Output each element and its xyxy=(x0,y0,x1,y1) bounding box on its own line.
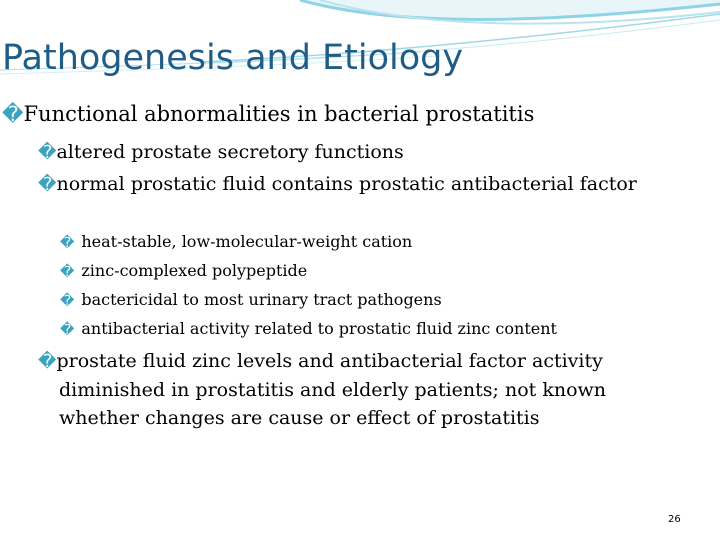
bullet-level3-item xyxy=(60,227,412,258)
bullet-level2-item xyxy=(38,138,638,167)
bullet-level1 xyxy=(2,100,534,128)
bullet-glyph-icon: � xyxy=(2,102,24,126)
slide-title: Pathogenesis and Etiology xyxy=(2,38,464,78)
bullet-level2-item xyxy=(38,347,638,432)
bullet-level3-item xyxy=(60,314,557,345)
page-number: 26 xyxy=(668,514,681,525)
bullet-text: zinc-complexed polypeptide xyxy=(81,261,308,280)
bullet-level3-item xyxy=(60,285,442,316)
bullet-text: Functional abnormalities in bacterial prostatitis xyxy=(23,102,535,126)
bullet-level2-item xyxy=(38,170,638,199)
bullet-glyph-icon: � xyxy=(60,293,75,309)
bullet-text: normal prostatic fluid contains prostatic antibacterial factor xyxy=(56,173,637,195)
bullet-glyph-icon: � xyxy=(38,351,57,372)
bullet-text: prostate fluid zinc levels and antibacterial factor activity diminished in prostatitis and elderly patients; not known whether changes are cause or effect of prostatitis xyxy=(56,350,607,429)
bullet-text: altered prostate secretory functions xyxy=(56,141,404,163)
bullet-glyph-icon: � xyxy=(60,264,75,280)
bullet-glyph-icon: � xyxy=(38,142,57,163)
bullet-glyph-icon: � xyxy=(38,174,57,195)
bullet-text: bactericidal to most urinary tract pathogens xyxy=(81,290,442,309)
bullet-glyph-icon: � xyxy=(60,322,75,338)
bullet-glyph-icon: � xyxy=(60,235,75,251)
bullet-level3-item xyxy=(60,256,307,287)
bullet-text: heat-stable, low-molecular-weight cation xyxy=(81,232,413,251)
bullet-text: antibacterial activity related to prostatic fluid zinc content xyxy=(81,319,557,338)
